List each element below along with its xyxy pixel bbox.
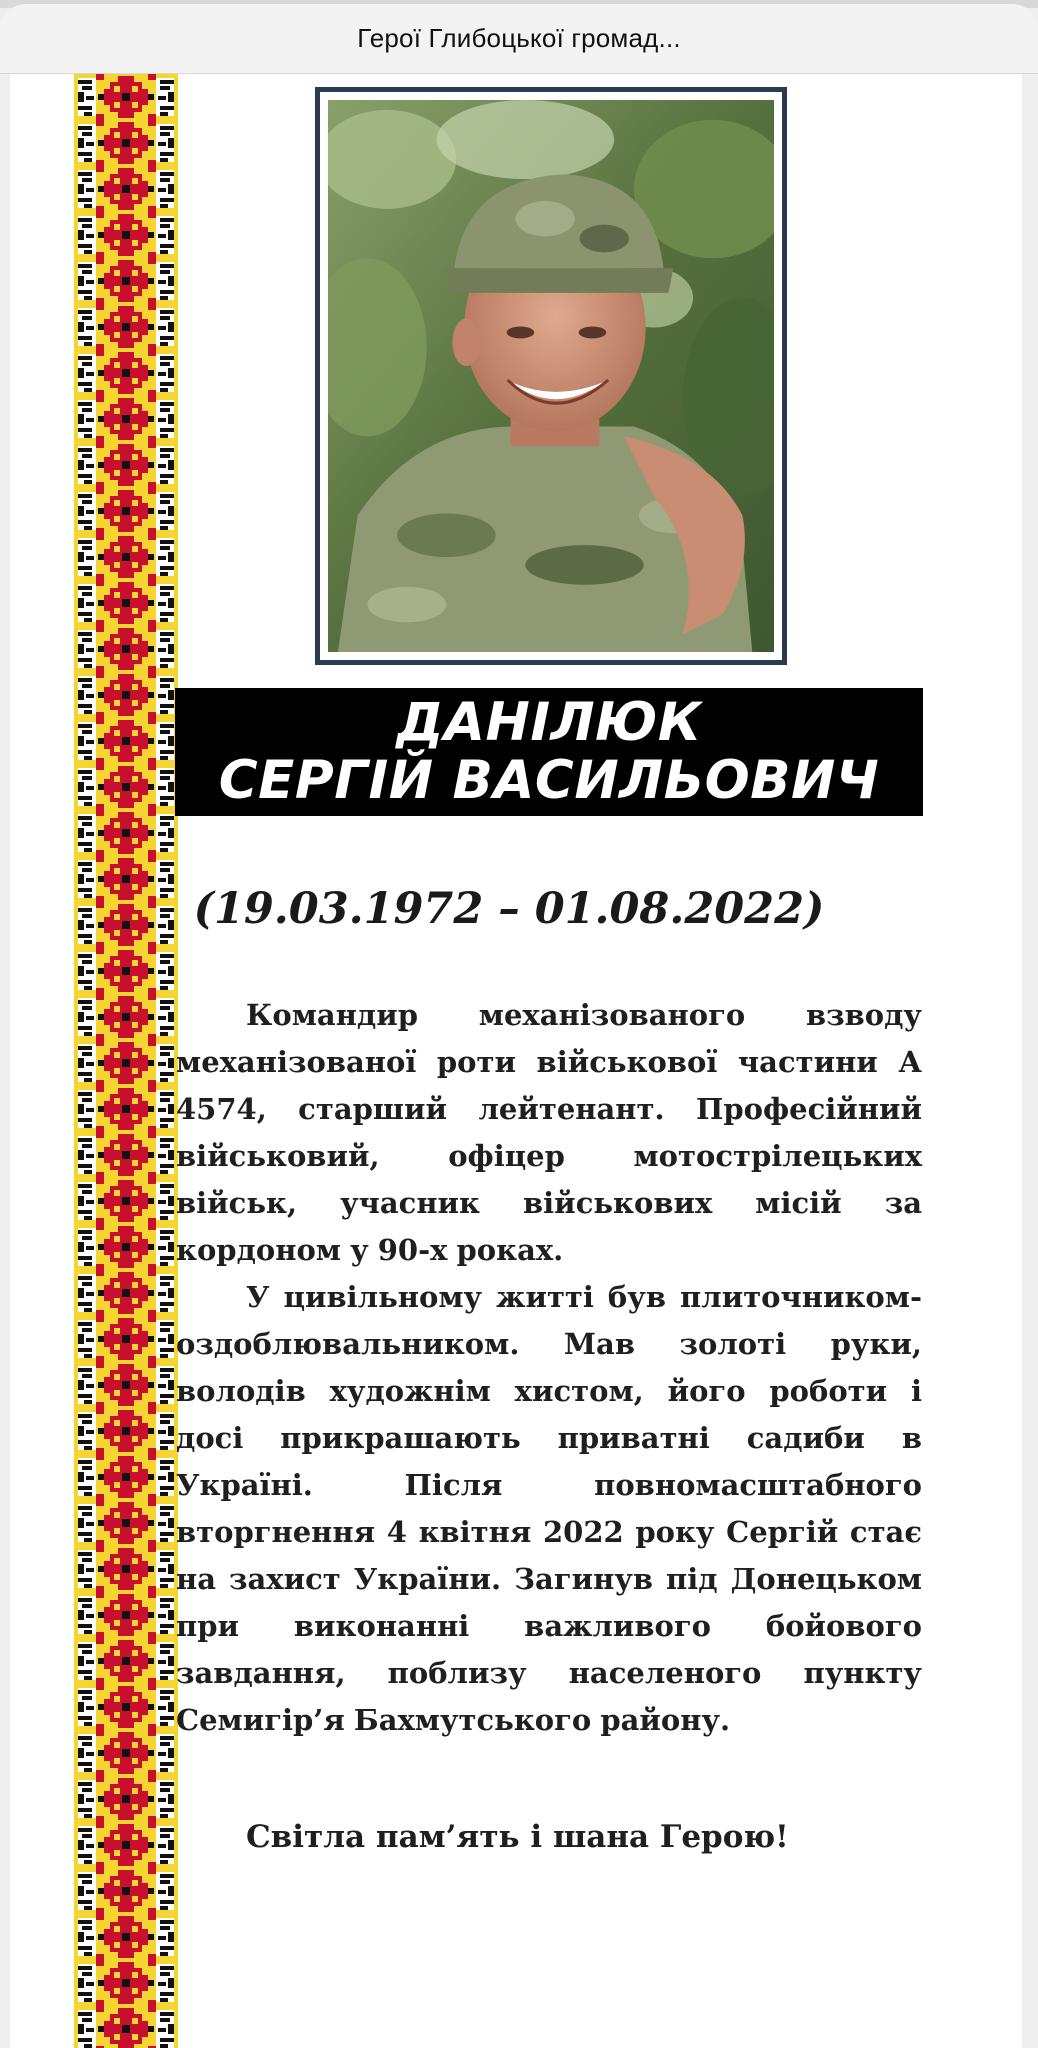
memorial-page[interactable] bbox=[10, 74, 1022, 2048]
surname: ДАНІЛЮК bbox=[396, 692, 702, 753]
page-title: Герої Глибоцької громад... bbox=[357, 23, 681, 53]
biography-text bbox=[176, 992, 922, 1744]
portrait-photo bbox=[328, 100, 774, 652]
biography-paragraph-1: Командир механізованого взводу механізованої роти військової частини А 4574, старший лейтенант. Професійний військовий, офіцер мотострілецьких військ, учасник військових місій за кордоном у 90-х роках. bbox=[176, 998, 922, 1267]
tribute-line: Світла пам’ять і шана Герою! bbox=[246, 1819, 789, 1855]
name-banner bbox=[175, 688, 923, 816]
embroidery-ornament-border bbox=[74, 74, 178, 2048]
biography-paragraph-2: У цивільному житті був плиточником-оздоблювальником. Мав золоті руки, володів художнім хистом, його роботи і досі прикрашають приватні садиби в Україні. Після повномасштабного вторгнення 4 квітня 2022 року Сергій стає на захист України. Загинув під Донецьком при виконанні важливого бойового завдання, поблизу населеного пункту Семигір’я Бахмутського району. bbox=[176, 1280, 922, 1737]
portrait-photo-frame bbox=[315, 87, 787, 665]
given-names: СЕРГІЙ ВАСИЛЬОВИЧ bbox=[218, 750, 880, 811]
life-dates: (19.03.1972 – 01.08.2022) bbox=[193, 884, 825, 934]
header-bar bbox=[0, 4, 1038, 74]
